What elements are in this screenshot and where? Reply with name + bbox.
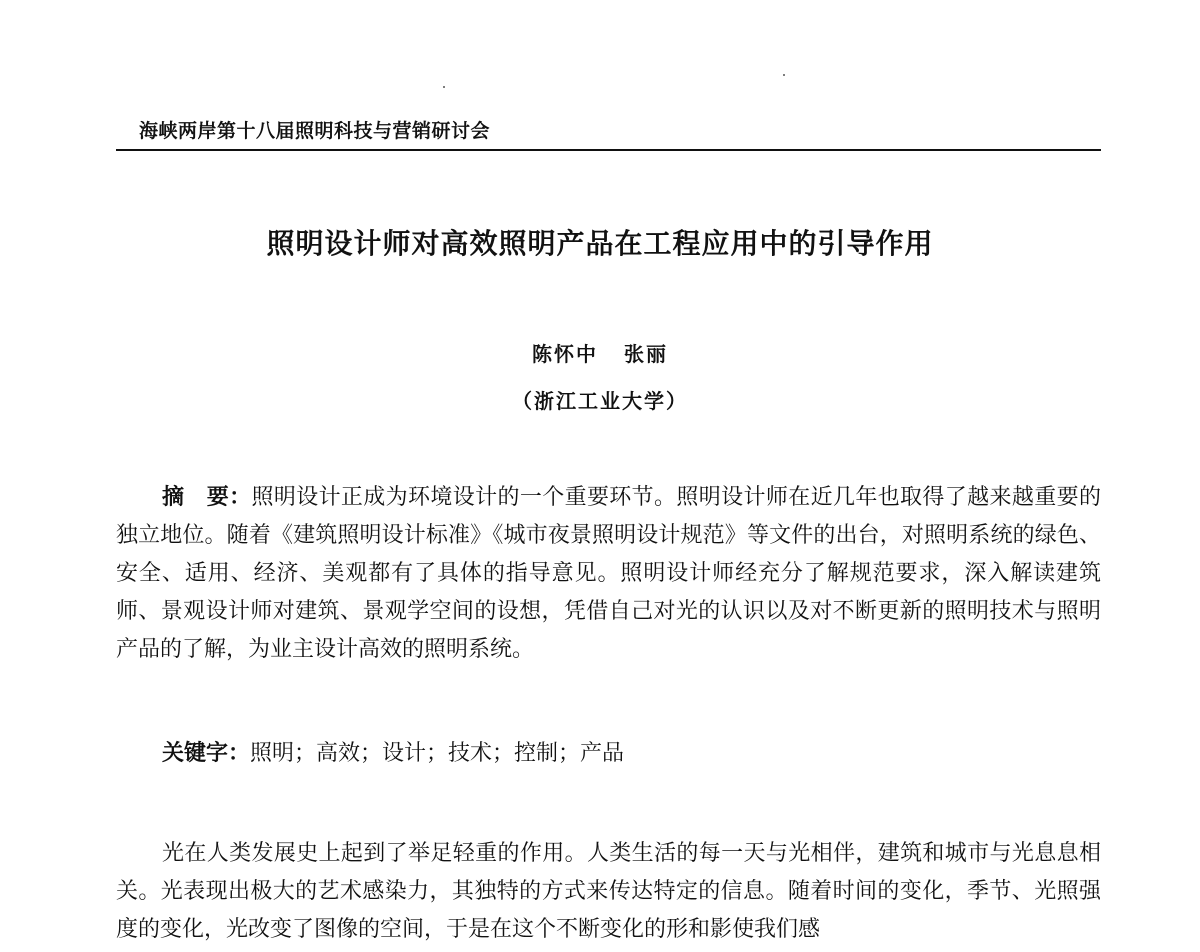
keywords-text: 照明；高效；设计；技术；控制；产品: [250, 741, 625, 766]
abstract-text: 照明设计正成为环境设计的一个重要环节。照明设计师在近几年也取得了越来越重要的独立地位。随着《建筑照明设计标准》《城市夜景照明设计规范》等文件的出台，对照明系统的绿色、安全、适用、经济、美观都有了具体的指导意见。照明设计师经充分了解规范要求，深入解读建筑师、景观设计师对建筑、景观学空间的设想，凭借自己对光的认识以及对不断更新的照明技术与照明产品的了解，为业主设计高效的照明系统。: [116, 485, 1101, 662]
author-affiliation: （浙江工业大学）: [512, 389, 688, 413]
abstract-paragraph: [116, 478, 1101, 669]
abstract-label: 摘 要：: [162, 484, 252, 510]
paper-title: 照明设计师对高效照明产品在工程应用中的引导作用: [266, 227, 934, 260]
scan-speck: [783, 74, 785, 76]
author-name: 陈怀中: [532, 342, 598, 366]
scan-speck: [443, 86, 445, 88]
keywords-label: 关键字：: [162, 740, 251, 766]
author-list: [0, 338, 1200, 367]
header-rule: [116, 149, 1101, 151]
body-paragraph: 光在人类发展史上起到了举足轻重的作用。人类生活的每一天与光相伴，建筑和城市与光息息相关。光表现出极大的艺术感染力，其独特的方式来传达特定的信息。随着时间的变化，季节、光照强度的变化，光改变了图像的空间，于是在这个不断变化的形和影使我们感: [116, 841, 1101, 942]
keywords-line: [162, 734, 624, 773]
author-name: 张丽: [624, 342, 668, 366]
conference-header: 海峡两岸第十八届照明科技与营销研讨会: [139, 120, 491, 142]
